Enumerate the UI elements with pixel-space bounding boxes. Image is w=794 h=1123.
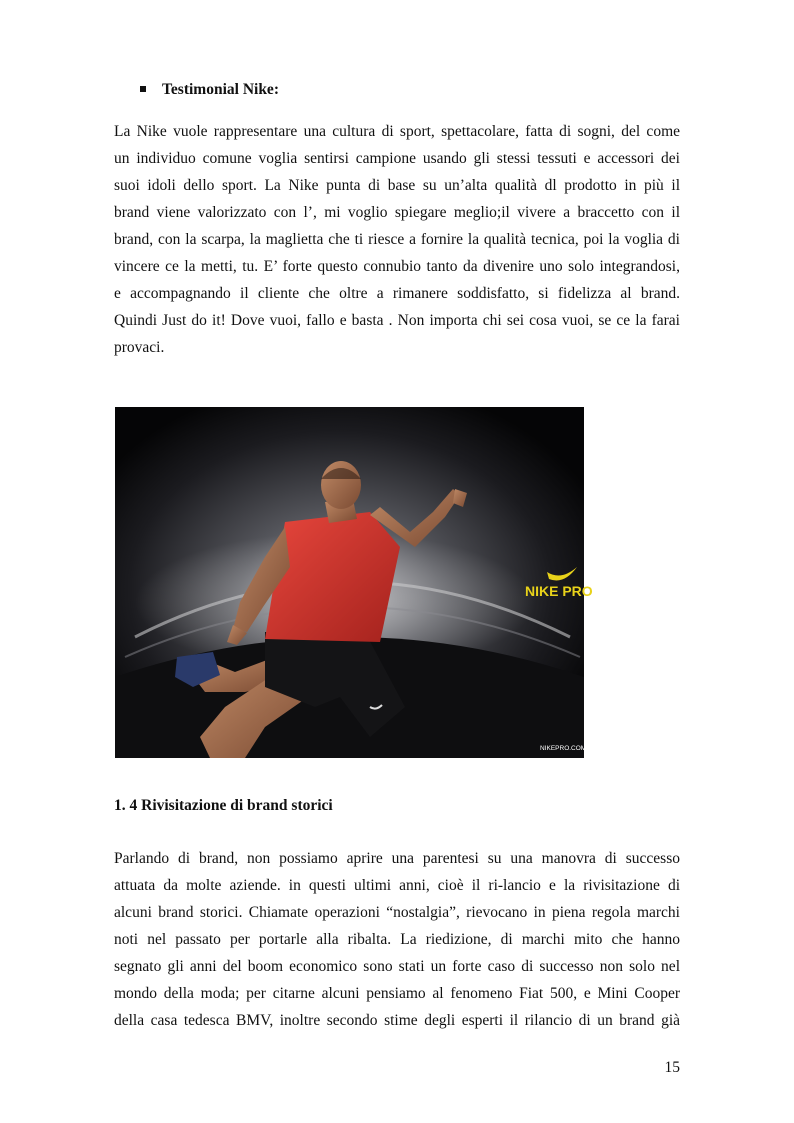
nike-pro-photo	[115, 407, 593, 758]
paragraph-line: attuata da molte aziende. in questi ultimi anni, cioè il ri-lancio e la rivisitazione di	[114, 877, 680, 894]
page-number: 15	[664, 1059, 680, 1076]
section-heading: 1. 4 Rivisitazione di brand storici	[114, 797, 333, 814]
brand-label: NIKE PRO	[525, 583, 593, 599]
paragraph-line: provaci.	[114, 339, 165, 356]
paragraph-line: segnato gli anni del boom economico sono stati un forte caso di successo non solo nel	[114, 958, 680, 975]
paragraph-line: La Nike vuole rappresentare una cultura di sport, spettacolare, fatta di sogni, del come	[114, 123, 680, 140]
intro-paragraph	[114, 118, 680, 361]
paragraph-line: alcuni brand storici. Chiamate operazioni “nostalgia”, rievocano in piena regola marchi	[114, 904, 680, 921]
paragraph-line: mondo della moda; per citarne alcuni pensiamo al fenomeno Fiat 500, e Mini Cooper	[114, 985, 680, 1002]
section-paragraph	[114, 845, 680, 1034]
paragraph-line: brand viene valorizzato con l’, mi voglio spiegare meglio;il vivere a braccetto con il	[114, 204, 680, 221]
bullet-heading-text: Testimonial Nike:	[162, 81, 279, 98]
paragraph-line: suoi idoli dello sport. La Nike punta di base su un’alta qualità dl prodotto in più il	[114, 177, 680, 194]
bullet-square-icon	[140, 86, 146, 92]
paragraph-line: vincere ce la metti, tu. E’ forte questo connubio tanto da divenire uno solo integrandosi,	[114, 258, 680, 275]
paragraph-line: Parlando di brand, non possiamo aprire una parentesi su una manovra di successo	[114, 850, 680, 867]
paragraph-line: e accompagnando il cliente che oltre a rimanere soddisfatto, si fidelizza al brand.	[114, 285, 680, 302]
paragraph-line: Quindi Just do it! Dove vuoi, fallo e basta . Non importa chi sei cosa vuoi, se ce la farai	[114, 312, 680, 329]
site-label: NIKEPRO.COM	[540, 745, 587, 752]
paragraph-line: noti nel passato per portarle alla ribalta. La riedizione, di marchi mito che hanno	[114, 931, 680, 948]
paragraph-line: brand, con la scarpa, la maglietta che ti riesce a fornire la qualità tecnica, poi la voglia di	[114, 231, 680, 248]
paragraph-line: della casa tedesca BMV, inoltre secondo stime degli esperti il rilancio di un brand già	[114, 1012, 680, 1029]
paragraph-line: un individuo comune voglia sentirsi campione usando gli stessi tessuti e accessori dei	[114, 150, 680, 167]
bullet-heading	[140, 80, 279, 100]
